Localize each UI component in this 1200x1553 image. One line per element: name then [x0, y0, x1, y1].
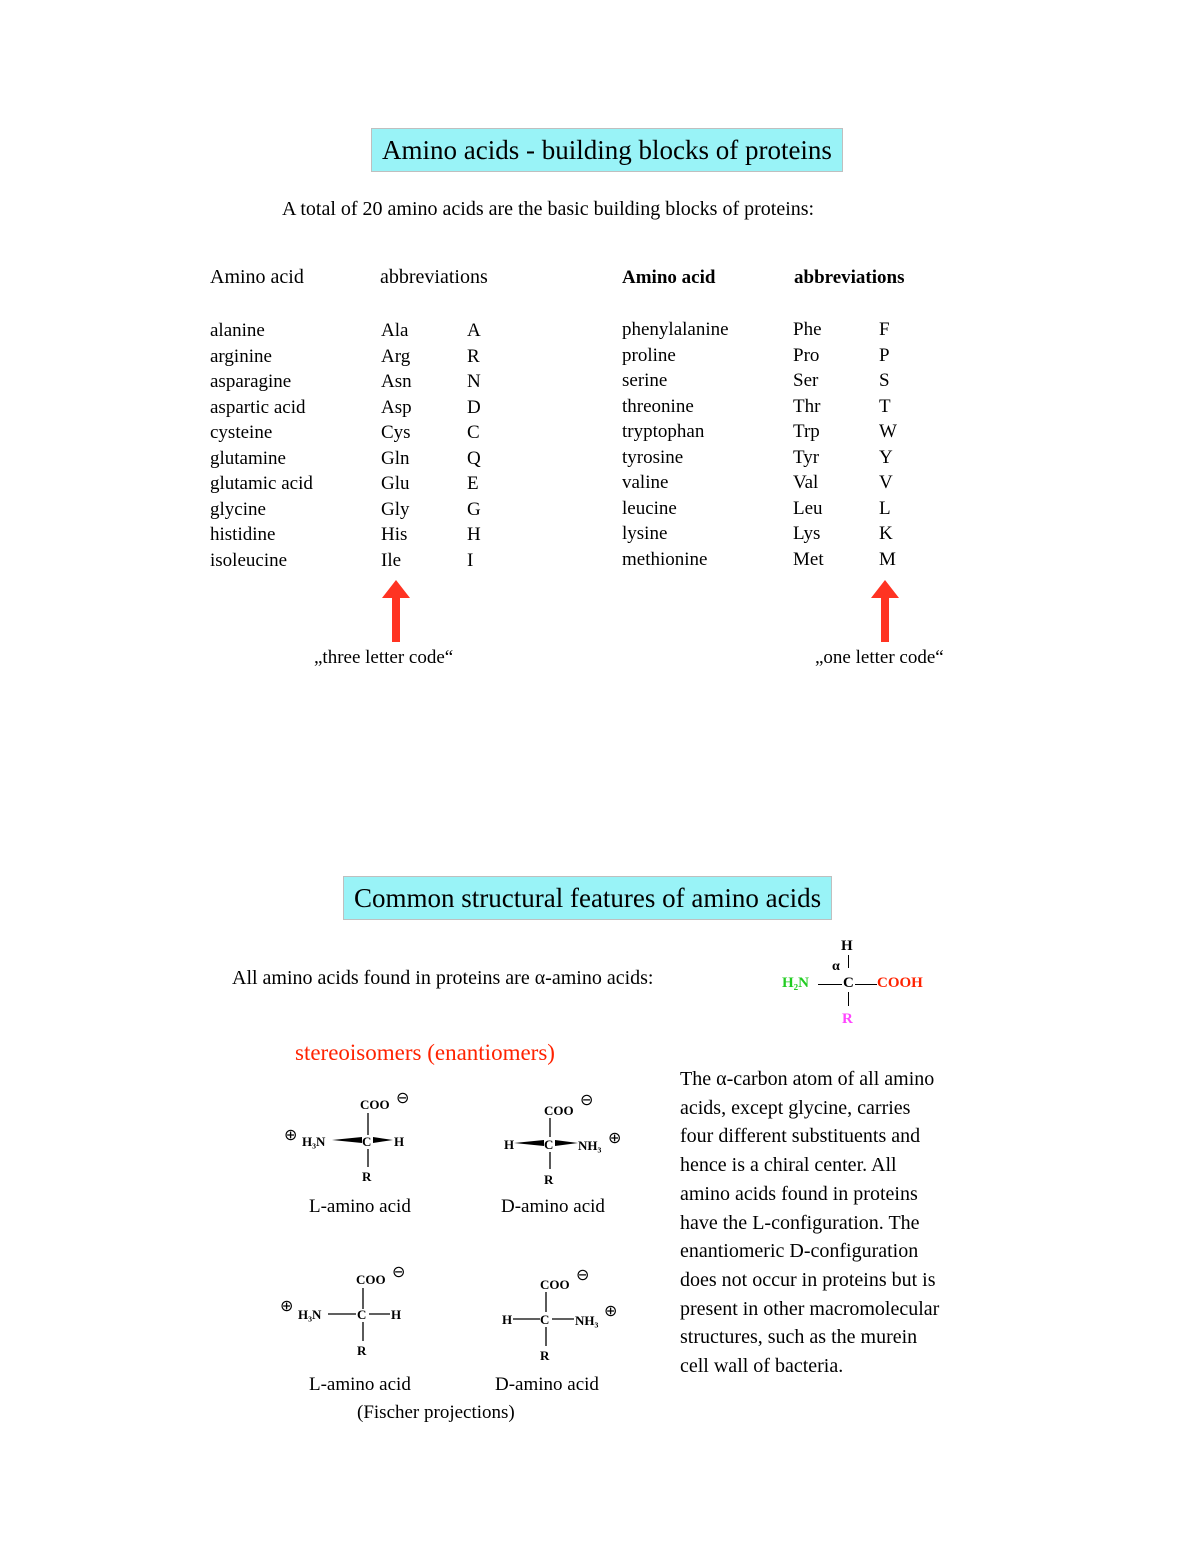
three-letter-code: Met: [793, 548, 824, 570]
amino-acid-name: valine: [622, 472, 669, 493]
one-letter-label: „one letter code“: [815, 647, 944, 668]
minus-charge-icon: ⊖: [576, 1265, 590, 1284]
explanation-line: cell wall of bacteria.: [680, 1355, 844, 1378]
coo-text: COO: [544, 1103, 574, 1118]
amino-acid-name: tryptophan: [622, 421, 705, 442]
amino-acid-name: tyrosine: [622, 446, 684, 468]
right-header-abbr: abbreviations: [794, 267, 905, 288]
section2-title: Common structural features of amino acids: [343, 876, 832, 920]
amino-acid-name: alanine: [210, 320, 265, 341]
structure-alpha: α: [832, 959, 840, 974]
coo-text: COO: [360, 1097, 390, 1112]
amino-acid-name: leucine: [622, 497, 677, 519]
table-row: [210, 369, 510, 395]
three-letter-code: Tyr: [793, 446, 820, 468]
three-letter-code: Gln: [381, 447, 410, 469]
h-text: H: [504, 1137, 515, 1152]
amino-acid-name: threonine: [622, 395, 694, 417]
three-letter-code: Leu: [793, 497, 823, 519]
nh3-text: NH₃: [575, 1313, 599, 1328]
r-text: R: [362, 1169, 372, 1184]
table-row: [622, 547, 922, 573]
amino-acid-name: aspartic acid: [210, 396, 306, 418]
one-letter-code: N: [467, 371, 481, 392]
three-letter-code: Arg: [381, 345, 411, 367]
one-letter-code: P: [879, 344, 890, 366]
three-letter-code: Asp: [381, 396, 412, 418]
arrow-up-icon: [870, 580, 900, 642]
structure-carbon: C: [843, 975, 854, 991]
one-letter-code: D: [467, 396, 481, 418]
table-row: [210, 471, 510, 497]
bond-line: [818, 984, 842, 985]
amino-acid-name: methionine: [622, 548, 708, 570]
amino-acid-name: lysine: [622, 523, 668, 544]
three-letter-label: „three letter code“: [314, 647, 454, 668]
fischer-caption: (Fischer projections): [357, 1402, 515, 1423]
explanation-line: does not occur in proteins but is: [680, 1268, 936, 1291]
left-table: [210, 318, 510, 573]
c-text: C: [357, 1307, 367, 1322]
table-row: [622, 343, 922, 369]
table-row: [210, 522, 510, 548]
minus-charge-icon: ⊖: [396, 1088, 410, 1107]
amino-acid-name: histidine: [210, 524, 276, 545]
one-letter-code: K: [879, 523, 893, 544]
table-row: [622, 496, 922, 522]
plus-charge-icon: ⊕: [608, 1128, 622, 1147]
table-row: [622, 419, 922, 445]
h-text: H: [391, 1307, 402, 1322]
d-amino-acid-wedge-structure: [500, 1085, 650, 1190]
bond-line: [848, 992, 849, 1006]
table-row: [622, 470, 922, 496]
table-row: [210, 446, 510, 472]
explanation-line: four different substituents and: [680, 1125, 921, 1148]
explanation-line: structures, such as the murein: [680, 1326, 918, 1349]
structure-h: H: [841, 938, 853, 954]
one-letter-code: T: [879, 395, 891, 417]
three-letter-code: Ala: [381, 320, 409, 341]
r-text: R: [544, 1172, 554, 1187]
arrow-up-icon: [381, 580, 411, 642]
amino-acid-name: cysteine: [210, 422, 273, 443]
table-row: [622, 445, 922, 471]
table-row: [210, 497, 510, 523]
three-letter-code: His: [381, 524, 408, 545]
three-letter-code: Thr: [793, 395, 821, 417]
minus-charge-icon: ⊖: [392, 1262, 406, 1281]
explanation-line: have the L-configuration. The: [680, 1211, 920, 1234]
explanation-line: enantiomeric D-configuration: [680, 1240, 919, 1263]
explanation-line: present in other macromolecular: [680, 1297, 940, 1320]
amino-acid-name: proline: [622, 344, 676, 366]
stereo-heading: stereoisomers (enantiomers): [295, 1040, 555, 1065]
amino-acid-name: serine: [622, 370, 668, 391]
three-letter-code: Asn: [381, 371, 412, 392]
table-row: [210, 318, 510, 344]
plus-charge-icon: ⊕: [284, 1125, 298, 1144]
three-letter-code: Cys: [381, 422, 411, 443]
structure-r: R: [842, 1011, 853, 1027]
d-amino-acid-label-top: D-amino acid: [501, 1196, 605, 1217]
one-letter-code: Y: [879, 446, 893, 468]
l-amino-acid-fischer-projection: [280, 1255, 430, 1365]
table-row: [210, 395, 510, 421]
one-letter-code: S: [879, 370, 890, 391]
intro-text: A total of 20 amino acids are the basic building blocks of proteins:: [282, 198, 815, 220]
left-header-abbr: abbreviations: [380, 266, 488, 288]
l-amino-acid-label-bottom: L-amino acid: [309, 1374, 411, 1395]
coo-text: COO: [356, 1272, 386, 1287]
three-letter-code: Ile: [381, 549, 402, 571]
table-row: [622, 368, 922, 394]
r-text: R: [357, 1343, 367, 1358]
one-letter-code: E: [467, 473, 479, 494]
chirality-explanation: [680, 1065, 939, 1381]
alpha-statement: All amino acids found in proteins are α-amino acids:: [232, 967, 654, 989]
one-letter-code: I: [467, 549, 474, 571]
nh3-text: NH₃: [578, 1138, 602, 1153]
amino-acid-name: arginine: [210, 345, 272, 367]
amino-acid-name: asparagine: [210, 371, 292, 392]
h-text: H: [502, 1312, 513, 1327]
one-letter-code: R: [467, 345, 480, 367]
d-amino-acid-label-bottom: D-amino acid: [495, 1374, 599, 1395]
three-letter-code: Glu: [381, 473, 410, 494]
three-letter-code: Phe: [793, 319, 822, 340]
bond-line: [848, 955, 849, 968]
table-row: [622, 394, 922, 420]
three-letter-code: Gly: [381, 498, 410, 520]
structure-amine: H₂N: [782, 975, 809, 991]
three-letter-code: Val: [793, 472, 819, 493]
one-letter-code: M: [879, 548, 896, 570]
c-text: C: [540, 1312, 550, 1327]
one-letter-code: C: [467, 422, 480, 443]
h2n-text: H₃N: [298, 1307, 322, 1322]
one-letter-code: F: [879, 319, 890, 340]
c-text: C: [544, 1137, 554, 1152]
explanation-line: hence is a chiral center. All: [680, 1154, 897, 1177]
h-text: H: [394, 1134, 405, 1149]
one-letter-code: Q: [467, 447, 481, 469]
three-letter-code: Pro: [793, 344, 820, 366]
right-header-name: Amino acid: [622, 267, 716, 288]
one-letter-code: L: [879, 497, 891, 519]
r-text: R: [540, 1348, 550, 1363]
coo-text: COO: [540, 1277, 570, 1292]
amino-acid-name: glutamic acid: [210, 473, 313, 494]
c-text: C: [362, 1134, 372, 1149]
structure-carboxyl: COOH: [877, 975, 923, 991]
l-amino-acid-wedge-structure: [280, 1085, 430, 1190]
three-letter-code: Trp: [793, 421, 820, 442]
minus-charge-icon: ⊖: [580, 1090, 594, 1109]
amino-acid-name: glutamine: [210, 447, 286, 469]
one-letter-code: A: [467, 320, 481, 341]
amino-acid-name: glycine: [210, 498, 266, 520]
table-row: [210, 548, 510, 574]
table-row: [210, 344, 510, 370]
one-letter-code: G: [467, 498, 481, 520]
explanation-line: The α-carbon atom of all amino: [680, 1068, 935, 1090]
section1-title: Amino acids - building blocks of proteins: [371, 128, 843, 172]
right-table: [622, 317, 922, 572]
one-letter-code: H: [467, 524, 481, 545]
amino-acid-name: phenylalanine: [622, 319, 729, 340]
l-amino-acid-label-top: L-amino acid: [309, 1196, 411, 1217]
plus-charge-icon: ⊕: [604, 1301, 618, 1320]
table-row: [622, 521, 922, 547]
plus-charge-icon: ⊕: [280, 1296, 294, 1315]
explanation-line: acids, except glycine, carries: [680, 1096, 911, 1119]
d-amino-acid-fischer-projection: [498, 1260, 648, 1370]
one-letter-code: W: [879, 421, 897, 442]
amino-acid-name: isoleucine: [210, 549, 288, 571]
left-header-name: Amino acid: [210, 266, 304, 288]
table-row: [210, 420, 510, 446]
table-row: [622, 317, 922, 343]
bond-line: [855, 984, 877, 985]
one-letter-code: V: [879, 472, 893, 493]
three-letter-code: Ser: [793, 370, 819, 391]
three-letter-code: Lys: [793, 523, 821, 544]
explanation-line: amino acids found in proteins: [680, 1182, 918, 1205]
h3n-text: H₃N: [302, 1134, 326, 1149]
